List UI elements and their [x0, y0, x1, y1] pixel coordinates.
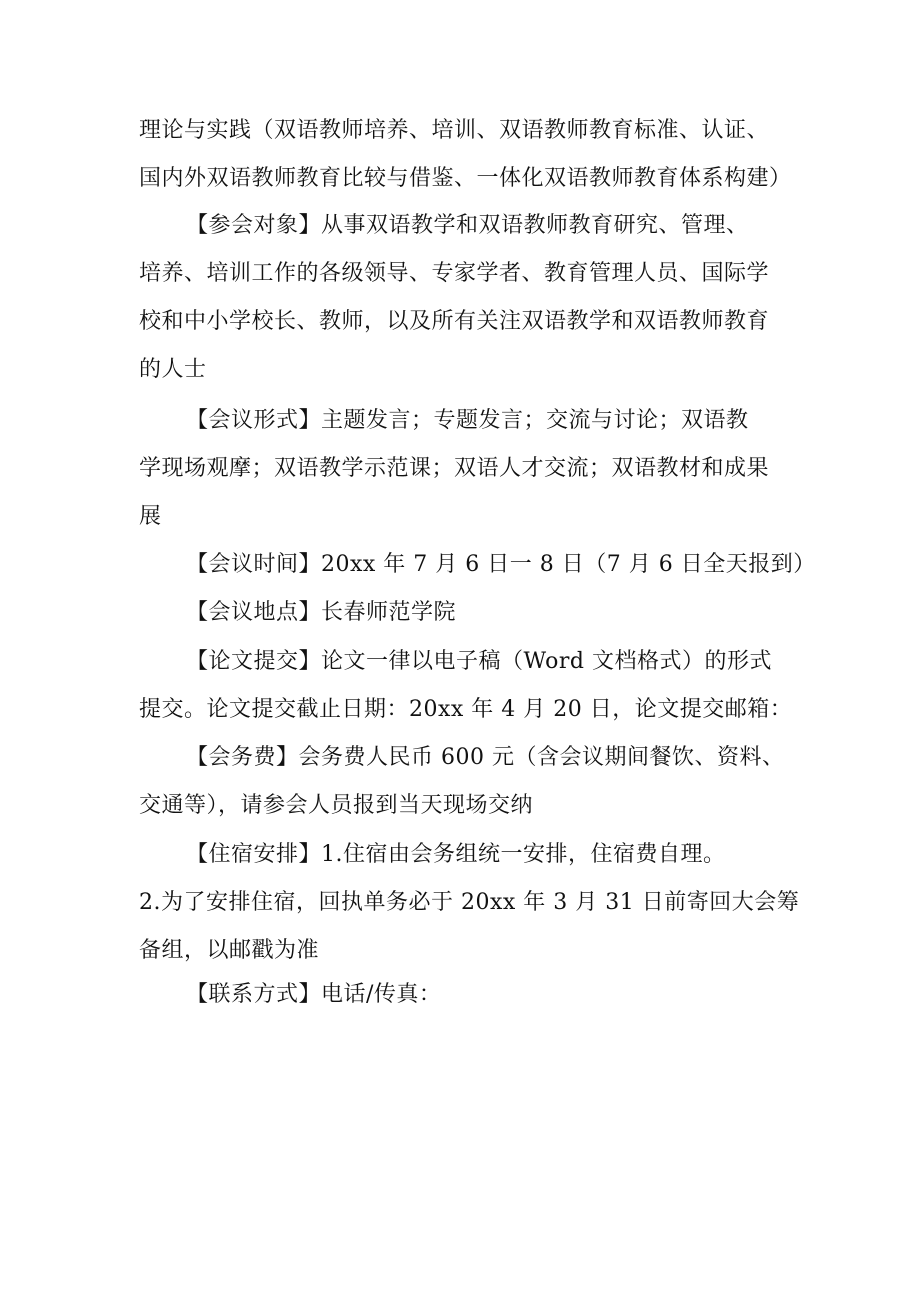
location-line: 【会议地点】长春师范学院 — [186, 600, 457, 625]
text-line: 校和中小学校长、教师，以及所有关注双语教学和双语教师教育 — [139, 309, 770, 334]
format-heading-line: 【会议形式】主题发言；专题发言；交流与讨论；双语教 — [186, 408, 749, 433]
text-line: 国内外双语教师教育比较与借鉴、一体化双语教师教育体系构建） — [139, 166, 792, 191]
text-line: 交通等），请参会人员报到当天现场交纳 — [139, 793, 534, 818]
paper-heading-line: 【论文提交】论文一律以电子稿（Word 文档格式）的形式 — [186, 649, 772, 674]
fee-heading-line: 【会务费】会务费人民币 600 元（含会议期间餐饮、资料、 — [186, 745, 785, 770]
text-line: 理论与实践（双语教师培养、培训、双语教师教育标准、认证、 — [139, 118, 770, 143]
text-line: 提交。论文提交截止日期：20xx 年 4 月 20 日，论文提交邮箱： — [139, 697, 793, 722]
time-line: 【会议时间】20xx 年 7 月 6 日一 8 日（7 月 6 日全天报到） — [186, 552, 816, 577]
text-line: 展 — [139, 504, 162, 529]
text-line: 2.为了安排住宿，回执单务必于 20xx 年 3 月 31 日前寄回大会筹 — [139, 890, 800, 915]
text-line: 的人士 — [139, 357, 207, 382]
text-line: 备组，以邮戳为准 — [139, 938, 320, 963]
accommodation-heading-line: 【住宿安排】1.住宿由会务组统一安排，住宿费自理。 — [186, 842, 726, 867]
participants-heading-line: 【参会对象】从事双语教学和双语教师教育研究、管理、 — [186, 213, 749, 238]
text-line: 培养、培训工作的各级领导、专家学者、教育管理人员、国际学 — [139, 261, 770, 286]
text-line: 学现场观摩；双语教学示范课；双语人才交流；双语教材和成果 — [139, 456, 770, 481]
contact-line: 【联系方式】电话/传真： — [186, 982, 442, 1007]
